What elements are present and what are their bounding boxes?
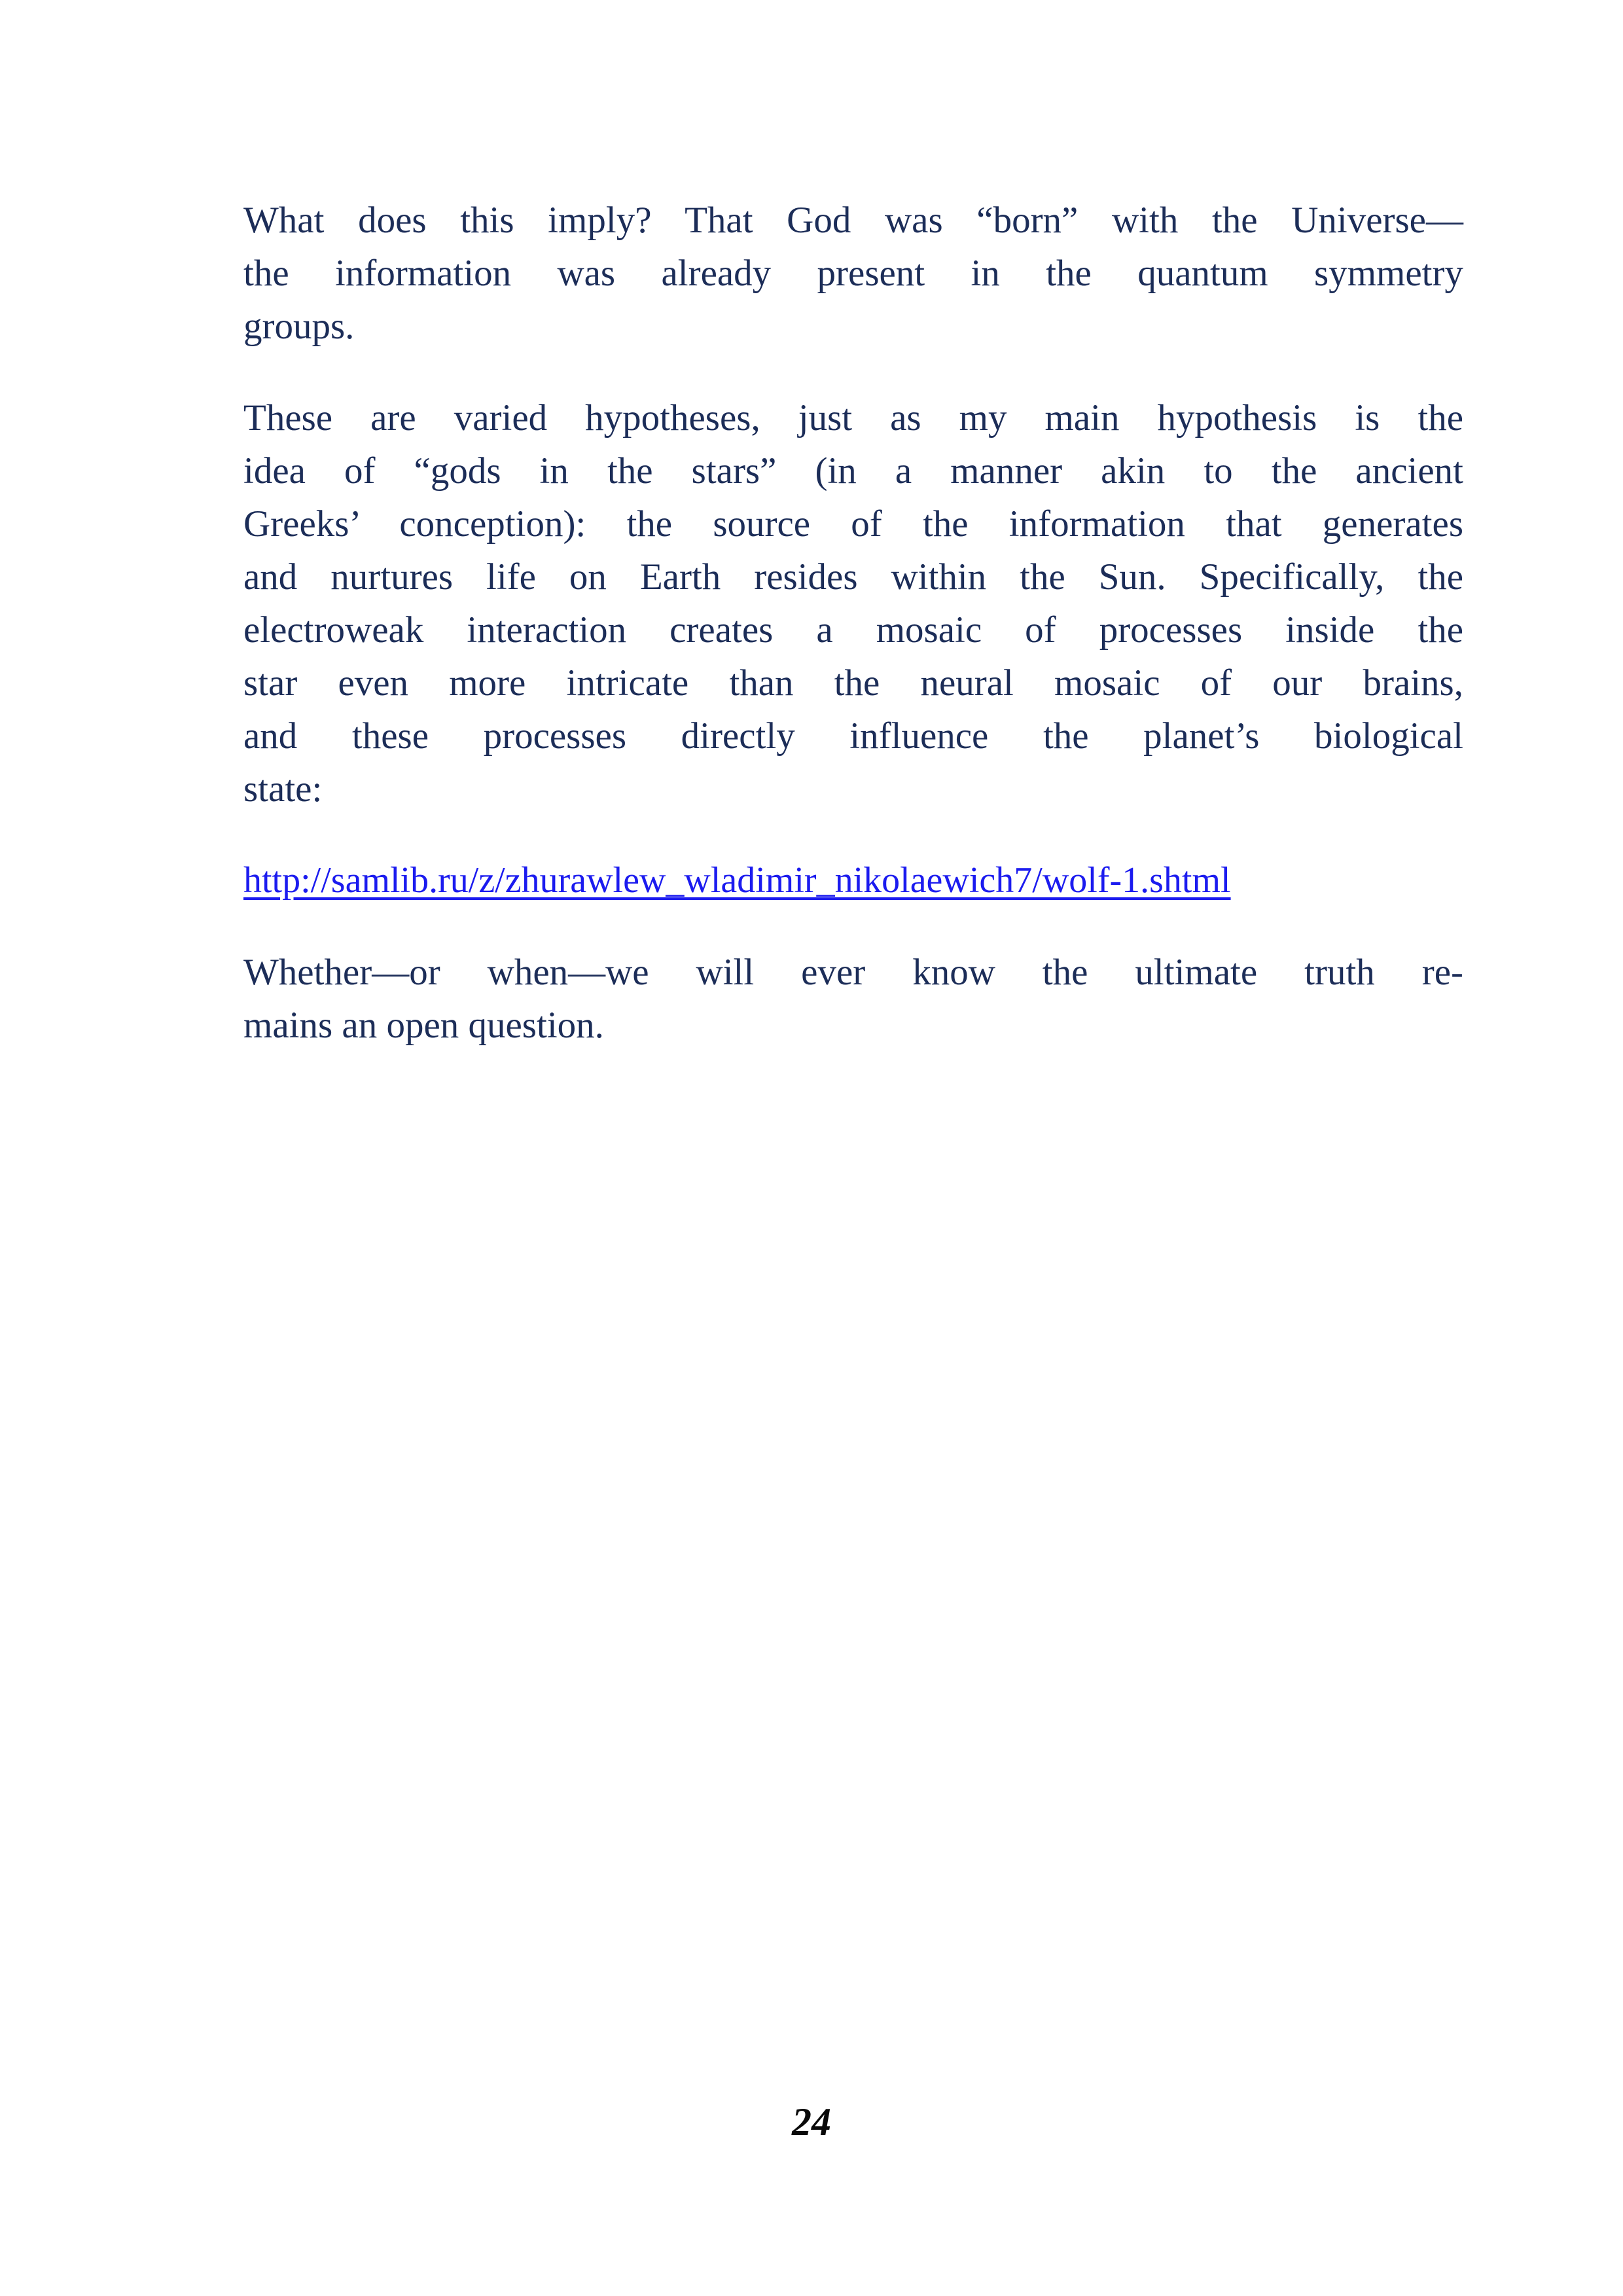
paragraph <box>243 946 1463 1052</box>
text-line: idea of “gods in the stars” (in a manner akin to the ancient <box>243 450 1463 492</box>
text-line: What does this imply? That God was “born” with the Universe— <box>243 200 1463 241</box>
paragraph <box>243 391 1463 816</box>
text-line: star even more intricate than the neural mosaic of our brains, <box>243 662 1463 704</box>
link-paragraph <box>243 854 1463 907</box>
text-line: state: <box>243 768 323 810</box>
text-line: groups. <box>243 306 355 347</box>
article-link[interactable]: http://samlib.ru/z/zhurawlew_wladimir_nikolaewich7/wolf-1.shtml <box>243 860 1231 901</box>
text-line: electroweak interaction creates a mosaic of processes inside the <box>243 609 1463 651</box>
page-text-block <box>243 194 1463 1090</box>
text-line: Whether—or when—we will ever know the ultimate truth re- <box>243 952 1463 993</box>
text-line: Greeks’ conception): the source of the information that generates <box>243 503 1463 545</box>
paragraph <box>243 194 1463 353</box>
text-line: These are varied hypotheses, just as my main hypothesis is the <box>243 397 1463 439</box>
page-number: 24 <box>792 2100 831 2144</box>
text-line: and these processes directly influence the planet’s biological <box>243 715 1463 757</box>
text-line: the information was already present in the quantum symmetry <box>243 253 1463 294</box>
text-line: and nurtures life on Earth resides within the Sun. Specifically, the <box>243 556 1463 598</box>
text-line: mains an open question. <box>243 1005 604 1046</box>
